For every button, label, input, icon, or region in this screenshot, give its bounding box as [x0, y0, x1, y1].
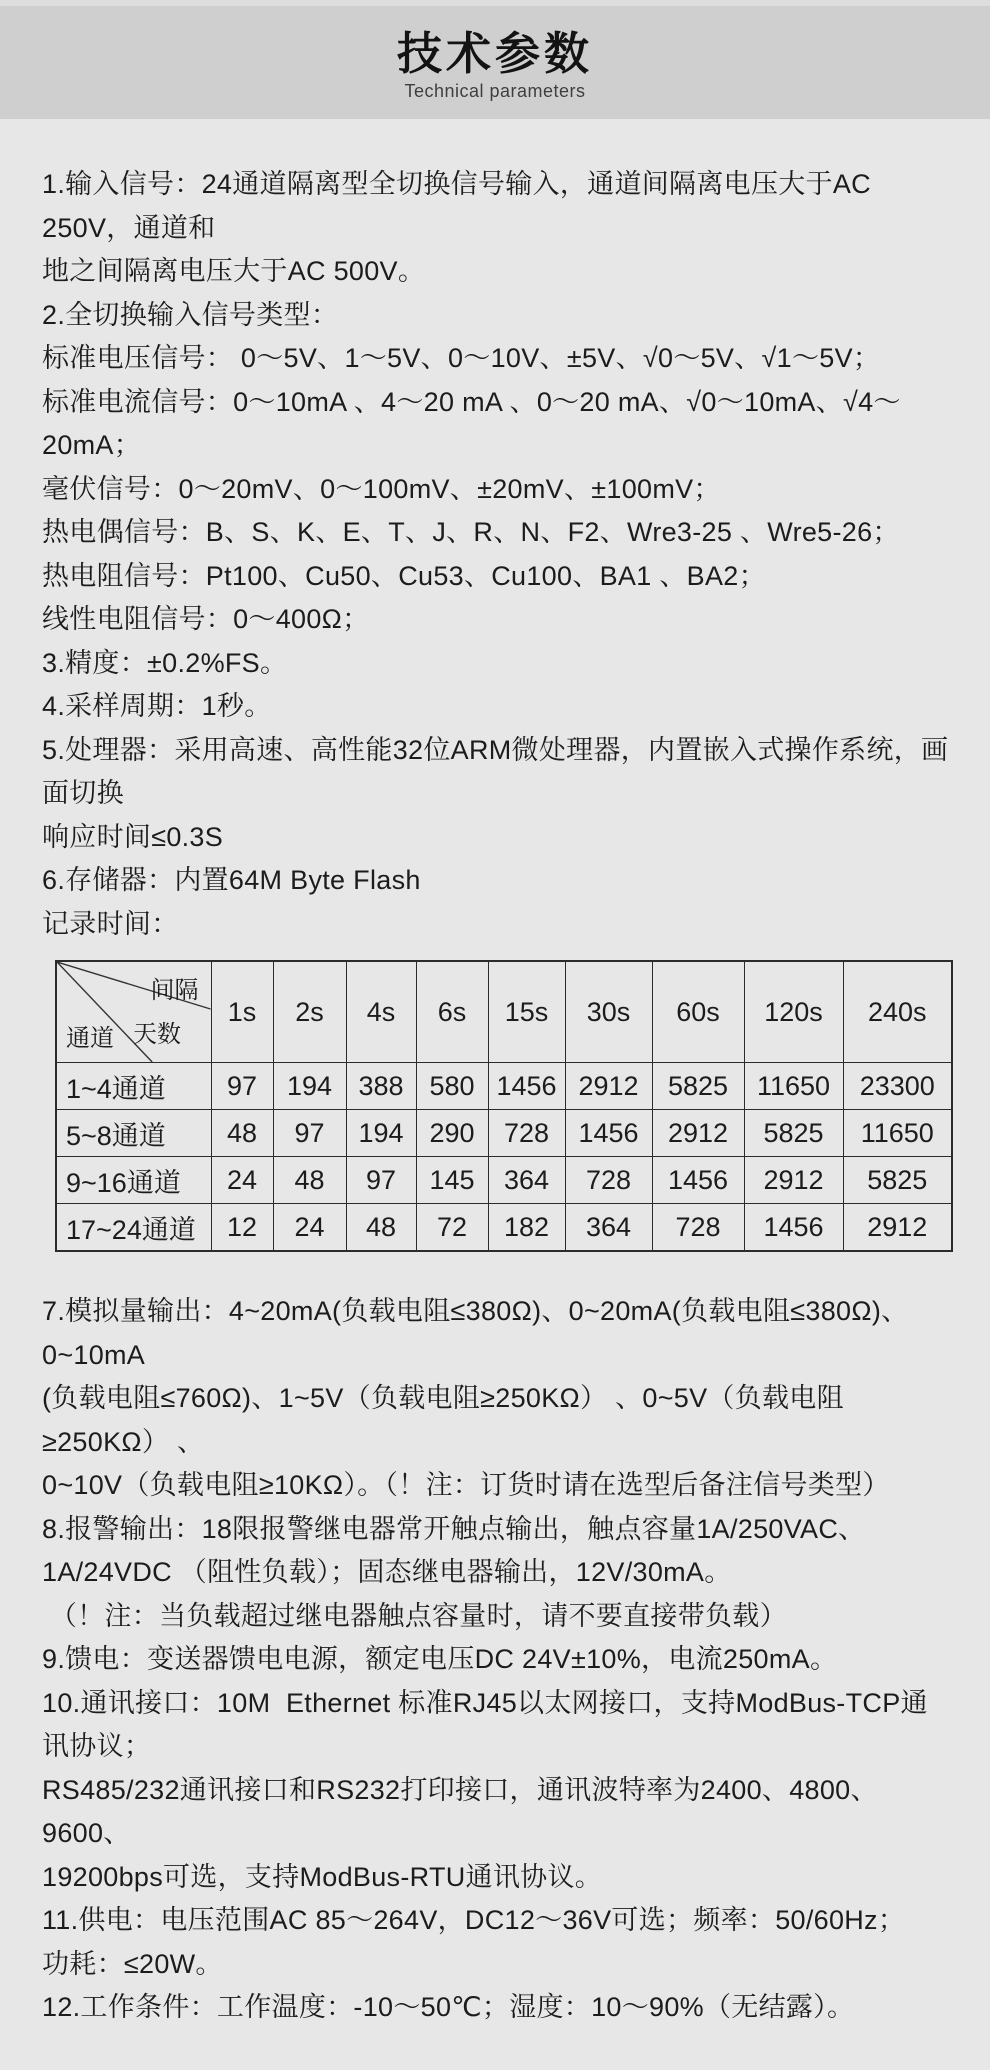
corner-label-days: 天数 — [133, 1021, 181, 1048]
table-cell: 2912 — [843, 1204, 952, 1252]
spec-line-voltage-signals: 标准电压信号： 0～5V、1～5V、0～10V、±5V、√0～5V、√1～5V； — [42, 343, 881, 373]
spec-line-current-signals: 标准电流信号：0～10mA 、4～20 mA 、0～20 mA、√0～10mA、√4～20mA； — [42, 386, 901, 460]
table-cell: 2912 — [744, 1157, 843, 1204]
table-cell: 48 — [211, 1110, 273, 1157]
table-cell: 182 — [488, 1204, 565, 1252]
table-cell: 23300 — [843, 1063, 952, 1110]
col-header-15s: 15s — [488, 961, 565, 1063]
spec-line-analog-output-2: (负载电阻≤760Ω)、1~5V（负载电阻≥250KΩ） 、0~5V（负载电阻≥250KΩ） 、 — [42, 1383, 844, 1457]
col-header-2s: 2s — [273, 961, 346, 1063]
spec-line-signal-types: 2.全切换输入信号类型： — [42, 299, 339, 330]
spec-line-accuracy: 3.精度：±0.2%FS。 — [42, 647, 288, 678]
spec-line-alarm-note: （！注：当负载超过继电器触点容量时，请不要直接带负载） — [42, 1600, 787, 1631]
table-corner-cell — [56, 961, 211, 1063]
spec-line-feed-power: 9.馈电：变送器馈电电源，额定电压DC 24V±10%，电流250mA。 — [42, 1644, 838, 1674]
table-cell: 580 — [416, 1063, 488, 1110]
record-time-table — [55, 960, 953, 1252]
table-cell: 5825 — [744, 1110, 843, 1157]
table-cell: 11650 — [744, 1063, 843, 1110]
table-cell: 194 — [273, 1063, 346, 1110]
col-header-1s: 1s — [211, 961, 273, 1063]
spec-line-rtd-signals: 热电阻信号：Pt100、Cu50、Cu53、Cu100、BA1 、BA2； — [42, 560, 766, 591]
spec-line-comm-interface-2: RS485/232通讯接口和RS232打印接口，通讯波特率为2400、4800、9600、 — [42, 1774, 878, 1848]
table-cell: 1456 — [652, 1157, 744, 1204]
table-cell: 48 — [273, 1157, 346, 1204]
col-header-60s: 60s — [652, 961, 744, 1063]
spec-line-alarm-output-2: 1A/24VDC （阻性负载）；固态继电器输出，12V/30mA。 — [42, 1557, 732, 1587]
table-cell: 2912 — [652, 1110, 744, 1157]
page-subtitle: Technical parameters — [404, 81, 586, 102]
spec-line-power-consumption: 功耗：≤20W。 — [42, 1948, 223, 1979]
table-cell: 728 — [652, 1204, 744, 1252]
table-cell: 2912 — [565, 1063, 652, 1110]
table-cell: 194 — [346, 1110, 416, 1157]
spec-line-storage: 6.存储器：内置64M Byte Flash — [42, 865, 421, 895]
table-cell: 388 — [346, 1063, 416, 1110]
row-label: 5~8通道 — [56, 1110, 211, 1157]
table-row — [56, 1204, 952, 1252]
table-row — [56, 1110, 952, 1157]
spec-line-thermocouple-signals: 热电偶信号：B、S、K、E、T、J、R、N、F2、Wre3-25 、Wre5-26； — [42, 517, 900, 547]
spec-line-analog-output: 7.模拟量输出：4~20mA(负载电阻≤380Ω)、0~20mA(负载电阻≤380Ω)、0~10mA — [42, 1296, 909, 1370]
spec-line-alarm-output: 8.报警输出：18限报警继电器常开触点输出，触点容量1A/250VAC、 — [42, 1513, 866, 1544]
col-header-120s: 120s — [744, 961, 843, 1063]
table-cell: 24 — [211, 1157, 273, 1204]
table-cell: 97 — [211, 1063, 273, 1110]
table-row — [56, 1157, 952, 1204]
table-cell: 364 — [488, 1157, 565, 1204]
content — [0, 119, 990, 2070]
spec-line-processor: 5.处理器：采用高速、高性能32位ARM微处理器，内置嵌入式操作系统，画面切换 — [42, 734, 949, 808]
corner-label-channel: 通道 — [66, 1025, 114, 1052]
corner-label-interval: 间隔 — [150, 977, 199, 1004]
table-cell: 728 — [565, 1157, 652, 1204]
table-cell: 12 — [211, 1204, 273, 1252]
spec-line-linear-resistance: 线性电阻信号：0～400Ω； — [42, 604, 370, 634]
col-header-6s: 6s — [416, 961, 488, 1063]
row-label: 9~16通道 — [56, 1157, 211, 1204]
table-cell: 364 — [565, 1204, 652, 1252]
spec-line-analog-output-3: 0~10V（负载电阻≥10KΩ）。（！注：订货时请在选型后备注信号类型） — [42, 1470, 890, 1500]
spec-line-sampling-period: 4.采样周期：1秒。 — [42, 691, 272, 721]
table-cell: 728 — [488, 1110, 565, 1157]
table-row — [56, 1063, 952, 1110]
spec-line-working-conditions: 12.工作条件：工作温度：-10～50℃；湿度：10～90%（无结露）。 — [42, 1992, 855, 2022]
table-cell: 5825 — [843, 1157, 952, 1204]
table-cell: 11650 — [843, 1110, 952, 1157]
table-cell: 5825 — [652, 1063, 744, 1110]
col-header-4s: 4s — [346, 961, 416, 1063]
page-title: 技术参数 — [396, 27, 593, 79]
col-header-30s: 30s — [565, 961, 652, 1063]
table-cell: 1456 — [565, 1110, 652, 1157]
row-label: 17~24通道 — [56, 1204, 211, 1252]
table-cell: 97 — [346, 1157, 416, 1204]
spec-line-record-time: 记录时间： — [42, 908, 179, 939]
table-cell: 1456 — [488, 1063, 565, 1110]
row-label: 1~4通道 — [56, 1063, 211, 1110]
spec-line-comm-interface: 10.通讯接口：10M Ethernet 标准RJ45以太网接口，支持ModBus-TCP通讯协议； — [42, 1687, 928, 1761]
table-cell: 1456 — [744, 1204, 843, 1252]
col-header-240s: 240s — [843, 961, 952, 1063]
spec-line-input-signal-2: 地之间隔离电压大于AC 500V。 — [42, 256, 426, 286]
table-cell: 145 — [416, 1157, 488, 1204]
spec-line-power-supply: 11.供电：电压范围AC 85～264V，DC12～36V可选；频率：50/60Hz； — [42, 1905, 906, 1935]
spec-line-input-signal: 1.输入信号：24通道隔离型全切换信号输入，通道间隔离电压大于AC 250V，通道和 — [42, 169, 879, 243]
table-cell: 97 — [273, 1110, 346, 1157]
spec-line-processor-2: 响应时间≤0.3S — [42, 821, 224, 852]
table-cell: 48 — [346, 1204, 416, 1252]
page-header — [0, 6, 990, 119]
table-cell: 290 — [416, 1110, 488, 1157]
spec-line-comm-interface-3: 19200bps可选，支持ModBus-RTU通讯协议。 — [42, 1861, 603, 1892]
table-cell: 24 — [273, 1204, 346, 1252]
table-cell: 72 — [416, 1204, 488, 1252]
spec-line-millivolt-signals: 毫伏信号：0～20mV、0～100mV、±20mV、±100mV； — [42, 473, 721, 504]
